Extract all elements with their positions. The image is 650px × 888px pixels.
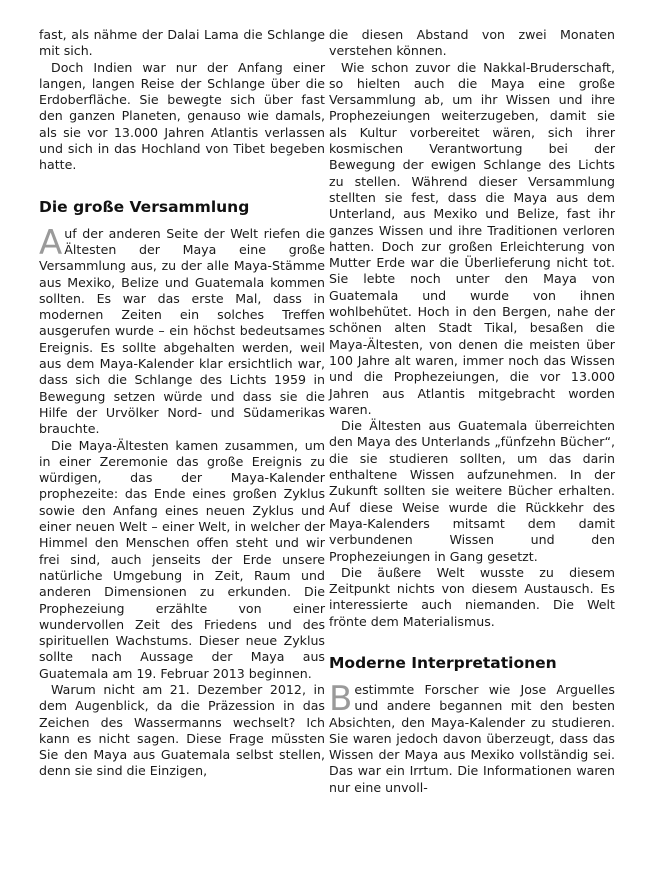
paragraph-text: estimmte Forscher wie Jose Arguelles und andere begannen mit den besten Absichten, den Maya-Kalender zu studieren. Sie waren jedoch davon überzeugt, dass das Wissen der Maya aus Mexiko vollständig sei. Das war ein Irrtum. Die Informationen waren nur eine unvoll- (329, 681, 615, 795)
paragraph: Doch Indien war nur der Anfang einer langen, langen Reise der Schlange über die Erdoberfläche. Sie bewegte sich über fast den ganzen Planeten, genauso wie damals, als sie vor 13.000 Jahren Atlantis verlassen und sich in das Hochland von Tibet begeben hatte. (39, 59, 325, 173)
paragraph: Die Ältesten aus Guatemala überreichten den Maya des Unterlands „fünfzehn Bücher“, die sie studieren sollten, um das darin enthaltene Wissen aufzunehmen. In der Zukunft sollten sie weitere Bücher erhalten. Auf diese Weise wurde die Rückkehr des Maya-Kalenders mitsamt dem damit verbundenen Wissen und den Prophezeiungen in Gang gesetzt. (329, 418, 615, 564)
drop-cap: A (39, 222, 63, 263)
paragraph: fast, als nähme der Dalai Lama die Schlange mit sich. (39, 27, 325, 59)
right-column (329, 27, 615, 796)
paragraph: Die Maya-Ältesten kamen zusammen, um in einer Zeremonie das große Ereignis zu würdigen, das der Maya-Kalender prophezeite: das Ende eines großen Zyklus sowie den Anfang eines neuen Zyklus und einer neuen Welt – einer Welt, in welcher der Himmel den Menschen offen steht und wir frei sind, auch jenseits der Erde unsere natürliche Umgebung in Zeit, Raum und anderen Dimensionen zu erkunden. Die Prophezeiung erzählte von einer wundervollen Zeit des Friedens und des spirituellen Wachstums. Dieser neue Zyklus sollte nach Aussage der Maya aus Guatemala am 19. Februar 2013 beginnen. (39, 437, 325, 681)
paragraph: die diesen Abstand von zwei Monaten verstehen können. (329, 27, 615, 59)
section-heading: Moderne Interpretationen (329, 653, 557, 672)
left-column (39, 27, 325, 780)
paragraph-text: uf der anderen Seite der Welt riefen die Ältesten der Maya eine große Versammlung aus, zu der alle Maya-Stämme aus Mexiko, Belize und Guatemala kommen sollten. Es war das erste Mal, dass in modernen Zeiten ein solches Treffen ausgerufen wurde – ein höchst bedeutsames Ereignis. Es sollte abgehalten werden, weil aus dem Maya-Kalender klar ersichtlich war, dass sich die Schlange des Lichts 1959 in Bewegung setzen würde und dass sie die Hilfe der Urvölker Nord- und Südamerikas brauchte. (39, 225, 325, 437)
paragraph: Wie schon zuvor die Nakkal-Bruderschaft, so hielten auch die Maya eine große Versammlung ab, um ihr Wissen und ihre Prophezeiungen weiterzugeben, damit sie als Kultur vorbereitet wären, sich ihrer kosmischen Verantwortung bei der Bewegung der ewigen Schlange des Lichts zu stellen. Während dieser Versammlung stellten sie fest, dass die Maya aus dem Unterland, aus Mexiko und Belize, fast ihr ganzes Wissen und ihre Traditionen verloren hatten. Doch zur großen Erleichterung von Mutter Erde war die Überlieferung nicht tot. Sie lebte noch unter den Maya von Guatemala und wurde von ihnen wohlbehütet. Hoch in den Bergen, nahe der schönen alten Stadt Tikal, besaßen die Maya-Ältesten, von denen die meisten über 100 Jahre alt waren, immer noch das Wissen und die Prophezeiungen, die vor 13.000 Jahren aus Atlantis mitgebracht worden waren. (329, 59, 615, 417)
section-heading: Die große Versammlung (39, 197, 250, 216)
paragraph-with-dropcap (329, 678, 615, 796)
paragraph: Warum nicht am 21. Dezember 2012, in dem Augenblick, da die Präzession in das Zeichen des Wassermanns wechselt? Ich kann es nicht sagen. Diese Frage müssten Sie den Maya aus Guatemala selbst stellen, denn sie sind die Einzigen, (39, 681, 325, 779)
paragraph: Die äußere Welt wusste zu diesem Zeitpunkt nichts von diesem Austausch. Es interessierte auch niemanden. Die Welt frönte dem Materialismus. (329, 564, 615, 629)
paragraph-with-dropcap (39, 222, 325, 438)
drop-cap: B (329, 678, 353, 719)
